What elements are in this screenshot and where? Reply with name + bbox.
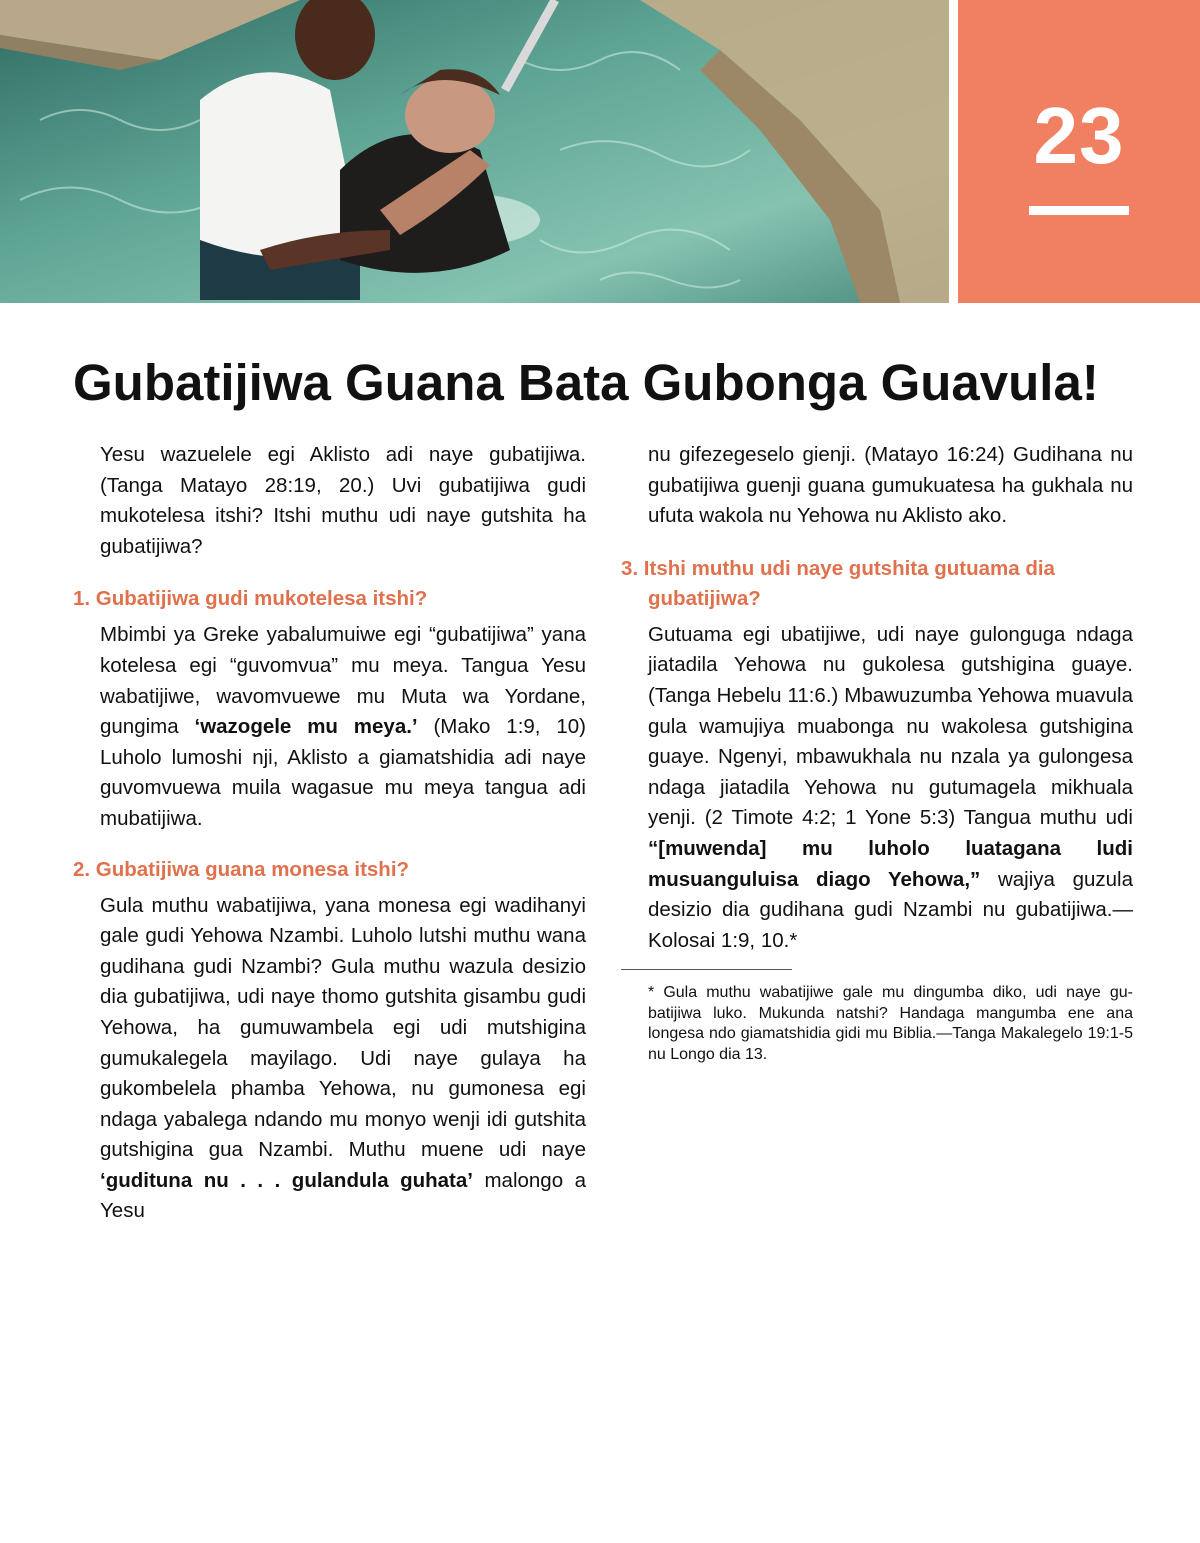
intro-paragraph: Yesu wazuelele egi Aklisto adi naye gubatijiwa. (Tanga Matayo 28:19, 20.) Uvi gubatijiwa gudi mukotelesa itshi? Itshi muthu udi naye gutshita ha gubatijiwa? xyxy=(100,443,586,558)
question-3-answer xyxy=(648,620,1133,957)
question-2-answer-continued: nu gifezegeselo gienji. (Matayo 16:24) Gudihana nu gubatijiwa guenji guana gumukuatesa ha gukhala nu ufuta wakola nu Yehowa nu Aklisto ako. xyxy=(648,443,1133,528)
answer-2-text-b-part1: malongo a Yesu xyxy=(100,1168,586,1223)
answer-3-text-b: wajiya guzula desizio dia gudihana gudi Nzambi nu gubatijiwa.—Kolosai 1:9, 10.* xyxy=(648,867,1133,952)
question-3-heading: 3. Itshi muthu udi naye gutshita gutuama dia gubatijiwa? xyxy=(621,556,1055,610)
lesson-title: Gubatijiwa Guana Bata Gubonga Guavula! xyxy=(73,354,1099,411)
footnote: * Gula muthu wabatijiwe gale mu dingumba diko, udi naye gubatijiwa luko. Mukunda natshi? Handaga mangumba ene ana longesa ndo giamatshidia gidi mu Biblia.—Tanga Makalegelo 19:1-5 nu Longo dia 13. xyxy=(648,984,1133,1063)
question-1-heading: 1. Gubatijiwa gudi mukotelesa itshi? xyxy=(73,587,428,611)
question-2-answer xyxy=(100,891,586,1228)
lesson-number: 23 xyxy=(1033,91,1125,180)
lesson-number-rule xyxy=(1029,206,1129,215)
answer-1-text-a: Mbimbi ya Greke yabalumuiwe egi “gubatijiwa” yana kotelesa egi “guvomvua” mu meya. Tangua Yesu wabatijiwe, wavomvuewe mu Muta wa Yordane, gungima xyxy=(100,623,586,739)
question-2-heading: 2. Gubatijiwa guana monesa itshi? xyxy=(73,857,410,881)
answer-1-text-b: (Mako 1:9, 10) Luholo lumoshi nji, Aklisto a giamatshidia adi naye guvomvuewa muila wagasue mu meya tangua adi mubatijiwa. xyxy=(100,715,586,830)
baptism-photo xyxy=(0,0,949,303)
answer-3-text-a: Gutuama egi ubatijiwe, udi naye gulonguga ndaga jiatadila Yehowa nu gukolesa gutshigina guaye. (Tanga Hebelu 11:6.) Mbawuzumba Yehowa muavula gula wamujiya muabonga nu wakolesa gutshigina guaye. Ngenyi, mbawukhala nu nzala ya gulongesa ndaga jiatadila Yehowa nu gutumagela mikhuala yenji. (2 Timote 4:2; 1 Yone 5:3) Tangua muthu udi xyxy=(648,622,1133,830)
right-column xyxy=(621,440,1133,1065)
left-column xyxy=(73,440,586,1227)
answer-1-emphasis: ‘wazogele mu meya.’ xyxy=(194,715,418,739)
question-1-answer xyxy=(100,620,586,834)
answer-2-text-a: Gula muthu wabatijiwa, yana monesa egi wadihanyi gale gudi Yehowa Nzambi. Luholo lutshi muthu wana gudihana gudi Nzambi? Gula muthu wazula desizio dia gubatijiwa, udi naye thomo gutshita gisambu gudi Yehowa, ha gumuwambela egi udi mutshigina gumukalegela mayilago. Udi naye gulaya ha gukombelela phamba Yehowa, nu gumonesa egi ndaga yabalega ndando mu monyo wenji idi gutshita gutshigina gua Nzambi. Muthu muene udi naye xyxy=(100,893,586,1162)
answer-2-emphasis: ‘gudituna nu . . . gulandula guhata’ xyxy=(100,1168,473,1192)
footnote-divider xyxy=(621,969,792,970)
answer-3-emphasis: “[muwenda] mu luholo luatagana ludi musuanguluisa diago Yehowa,” xyxy=(648,836,1133,891)
header xyxy=(0,0,1200,303)
lesson-number-badge xyxy=(958,0,1200,303)
baptism-photo-illustration xyxy=(0,0,949,303)
